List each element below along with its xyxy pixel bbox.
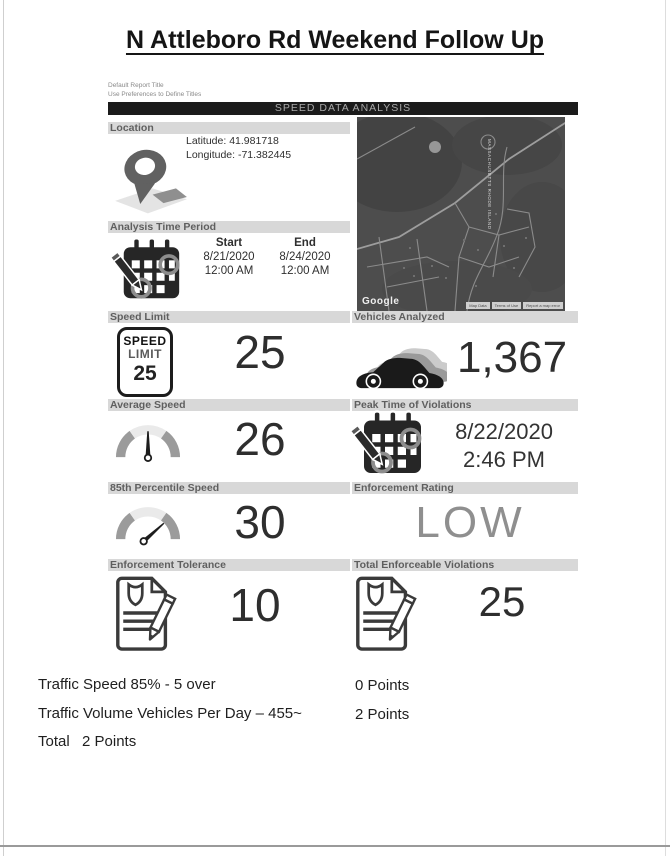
scan-edge-bottom [0,845,670,847]
sign-word-speed: SPEED [123,334,167,348]
scan-edge-left [3,0,4,856]
peak-time-block [430,418,578,474]
section-header-total-violations: Total Enforceable Violations [352,559,578,571]
summary-row-item: Traffic Volume Vehicles Per Day – 455~ [38,705,302,722]
enforcement-tolerance-value: 10 [229,579,281,631]
start-label: Start [215,237,243,249]
map-attribution-item: Terms of Use [492,302,522,309]
end-time: 12:00 AM [280,265,330,277]
section-header-speed-limit: Speed Limit [108,311,350,323]
total-violations-value: 25 [478,578,526,625]
map-bright-landmark [429,141,441,153]
page-title: N Attleboro Rd Weekend Follow Up [125,26,545,54]
summary-row-points: 0 Points [355,677,410,694]
vehicles-analyzed-value: 1,367 [456,333,568,382]
report-note-line2: Use Preferences to Define Titles [108,91,202,98]
summary-total-label: Total [38,733,70,750]
section-header-vehicles-analyzed: Vehicles Analyzed [352,311,578,323]
start-date: 8/21/2020 [203,251,255,263]
peak-time-time: 2:46 PM [463,447,545,472]
section-header-85th-percentile: 85th Percentile Speed [108,482,350,494]
map-attribution [466,302,563,309]
map-state-label: MASSACHUSETTS RHODE ISLAND [487,139,492,230]
speed-limit-sign-icon [117,327,173,397]
summary-row-item: Traffic Speed 85% - 5 over [38,676,216,693]
average-speed-value: 26 [234,413,286,465]
banner-title: SPEED DATA ANALYSIS [108,102,578,115]
gauge-icon-percentile [112,498,184,550]
calendar-pencil-icon [110,237,190,307]
longitude-value: Longitude: -71.382445 [186,149,292,161]
start-time: 12:00 AM [204,265,254,277]
cars-icon [353,331,447,391]
map-attribution-item: Map Data [466,302,489,309]
satellite-map-image [357,117,565,311]
percentile-speed-value: 30 [234,496,286,548]
report-note-line1: Default Report Title [108,82,164,89]
summary-total-value: 2 Points [82,733,137,750]
enforcement-rating-value: LOW [415,498,525,547]
speed-limit-value: 25 [234,326,286,378]
scan-edge-right [665,0,666,856]
peak-time-date: 8/22/2020 [455,419,553,444]
latitude-value: Latitude: 41.981718 [186,135,279,147]
end-date: 8/24/2020 [279,251,331,263]
shield-document-icon-violations [351,572,419,654]
section-header-analysis-period: Analysis Time Period [108,221,350,233]
sign-word-limit: LIMIT [128,347,162,361]
section-header-enforcement-tolerance: Enforcement Tolerance [108,559,350,571]
satellite-map [357,117,565,311]
section-header-peak-time: Peak Time of Violations [352,399,578,411]
section-header-enforcement-rating: Enforcement Rating [352,482,578,494]
map-attribution-item: Report a map error [523,302,563,309]
section-header-location: Location [108,122,350,134]
location-pin-icon [112,140,190,218]
analysis-start-column [192,236,266,278]
end-label: End [294,237,316,249]
google-watermark: Google [362,296,400,307]
summary-row-points: 2 Points [355,706,410,723]
gauge-icon-average [112,416,184,468]
calendar-pencil-icon-peak [350,410,432,482]
sign-number: 25 [133,362,157,385]
shield-document-icon-tolerance [111,572,179,654]
analysis-end-column [268,236,342,278]
section-header-average-speed: Average Speed [108,399,350,411]
